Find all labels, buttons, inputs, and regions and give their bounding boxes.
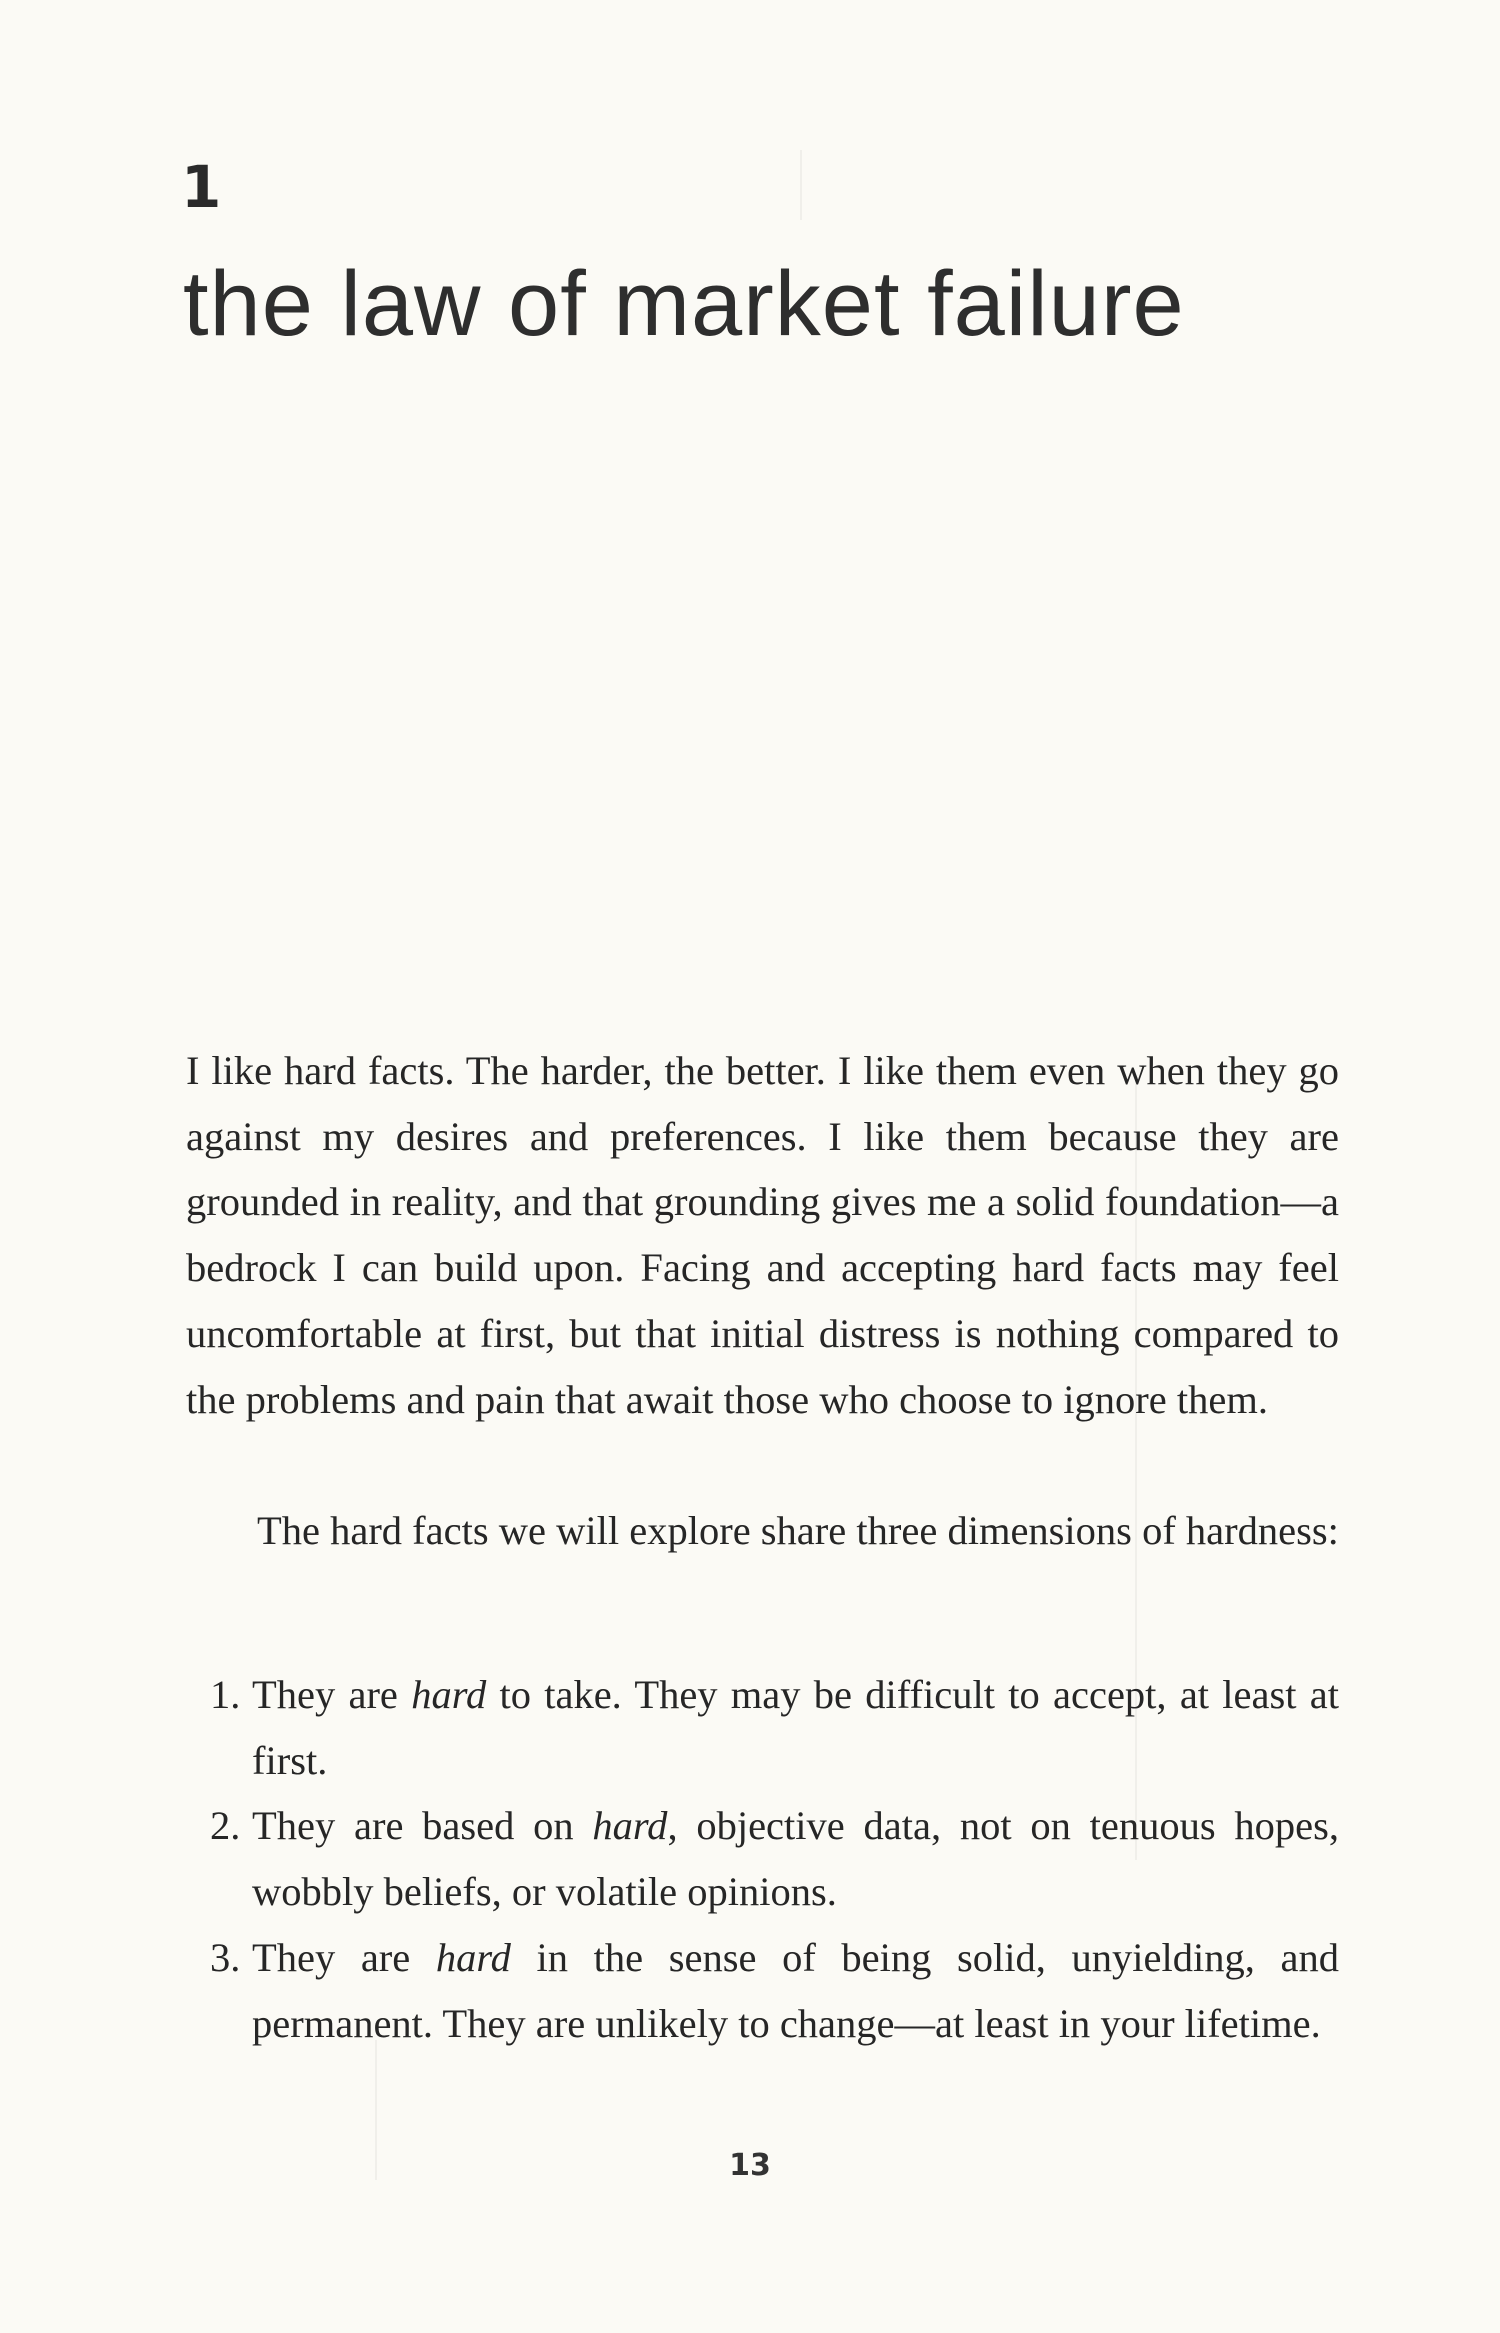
list-item-text: They are <box>252 1672 412 1717</box>
chapter-title: the law of market failure <box>183 253 1185 355</box>
list-item-emphasis: hard <box>435 1934 511 1980</box>
body-paragraph: The hard facts we will explore share three dimensions of hardness: <box>257 1508 1339 1553</box>
list-item-number: 1. <box>210 1672 241 1717</box>
chapter-number: 1 <box>181 153 222 221</box>
hardness-list <box>186 1662 1339 2056</box>
list-item <box>186 1793 1339 1924</box>
list-item-text: in the sense of being solid, unyielding, and permanent. They are unlikely to change—at least in your lifetime. <box>252 1934 1339 2046</box>
list-item-text: , objective data, not on tenuous hopes, wobbly beliefs, or volatile opinions. <box>252 1803 1339 1915</box>
list-item-text: They are <box>252 1934 436 1980</box>
list-item <box>186 1662 1339 1793</box>
list-item-emphasis: hard <box>411 1672 487 1717</box>
list-item-text: They are based on <box>252 1803 593 1849</box>
list-item-number: 3. <box>210 1934 241 1980</box>
page-number: 13 <box>729 2148 771 2183</box>
list-item-emphasis: hard <box>592 1803 668 1849</box>
list-item-number: 2. <box>210 1803 241 1849</box>
paper-bleed-mark <box>800 150 802 220</box>
list-item <box>186 1925 1339 2056</box>
list-item-text: to take. They may be difficult to accept, at least at first. <box>252 1672 1340 1783</box>
body-paragraph: I like hard facts. The harder, the better. I like them even when they go against my desires and preferences. I like them because they are grounded in reality, and that grounding gives me a solid foundation—a bedrock I can build upon. Facing and accepting hard facts may feel uncomfortable at first, but that initial distress is nothing compared to the problems and pain that await those who choose to ignore them. <box>186 1048 1339 1422</box>
